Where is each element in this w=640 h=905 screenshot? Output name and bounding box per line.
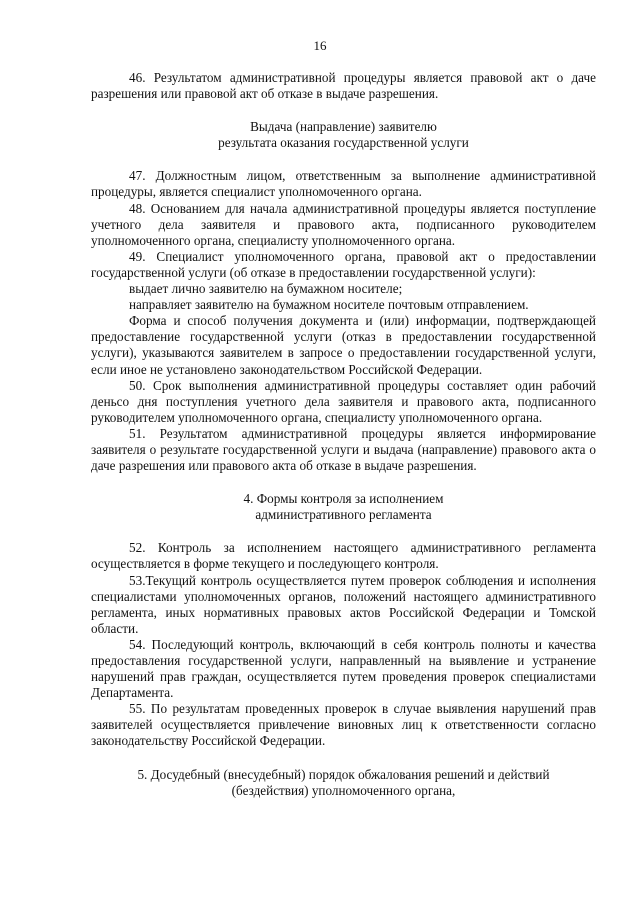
- paragraph-46: 46. Результатом административной процедуры является правовой акт о даче разрешения или правовой акт об отказе в выдаче разрешения.: [91, 70, 596, 102]
- paragraph-50: 50. Срок выполнения административной процедуры составляет один рабочий деньсо дня поступления учетного дела заявителя и правового акта, подписанного руководителем уполномоченного органа, специалисту уполномоченного органа.: [91, 377, 596, 425]
- page-number: 16: [313, 38, 327, 53]
- paragraph-49-item-send-by-post: направляет заявителю на бумажном носителе почтовым отправлением.: [129, 297, 529, 313]
- paragraph-48: 48. Основанием для начала административной процедуры является поступление учетного дела заявителя и правового акта, подписанного руководителем уполномоченного органа, специалисту уполномоченного органа.: [91, 200, 596, 248]
- document-body: [91, 70, 596, 799]
- paragraph-53: 53.Текущий контроль осуществляется путем проверок соблюдения и исполнения специалистами уполномоченных органов, положений настоящего административного регламента, иных нормативных правовых актов Российской Федерации и Томской области.: [91, 572, 596, 636]
- paragraph-47: 47. Должностным лицом, ответственным за выполнение административной процедуры, является специалист уполномоченного органа.: [91, 168, 596, 200]
- paragraph-54: 54. Последующий контроль, включающий в себя контроль полноты и качества предоставления государственной услуги, направленный на выявление и устранение нарушений прав граждан, осуществляется путем проведения проверок специалистами Департамента.: [91, 636, 596, 701]
- paragraph-55: 55. По результатам проведенных проверок в случае выявления нарушений прав заявителей осуществляется привлечение виновных лиц к ответственности согласно законодательству Российской Федерации.: [91, 701, 596, 749]
- section-5-heading-line-2: (бездействия) уполномоченного органа,: [231, 782, 456, 798]
- section-4-heading-line-2: административного регламента: [255, 507, 432, 523]
- section-4-heading-line-1: 4. Формы контроля за исполнением: [243, 491, 444, 507]
- section-5-heading-line-1: 5. Досудебный (внесудебный) порядок обжалования решений и действий: [137, 766, 550, 782]
- paragraph-51: 51. Результатом административной процедуры является информирование заявителя о результате государственной услуги и выдача (направление) правового акта о даче разрешения или правового акта об отказе в выдаче разрешения.: [91, 425, 596, 474]
- paragraph-49: 49. Специалист уполномоченного органа, правовой акт о предоставлении государственной услуги (об отказе в предоставлении государственной услуги):: [91, 248, 596, 280]
- section-heading-issue-line-2: результата оказания государственной услуги: [218, 135, 469, 151]
- section-heading-issue-line-1: Выдача (направление) заявителю: [250, 119, 437, 135]
- paragraph-49-form-and-method: Форма и способ получения документа и (или) информации, подтверждающей предоставление государственной услуги (отказ в предоставлении государственной услуги), указываются заявителем в запросе о предоставлении государственной услуги, если иное не установлено законодательством Российской Федерации.: [91, 313, 596, 377]
- paragraph-52: 52. Контроль за исполнением настоящего административного регламента осуществляется в форме текущего и последующего контроля.: [91, 540, 596, 572]
- paragraph-49-item-issue-in-person: выдает лично заявителю на бумажном носителе;: [129, 281, 403, 297]
